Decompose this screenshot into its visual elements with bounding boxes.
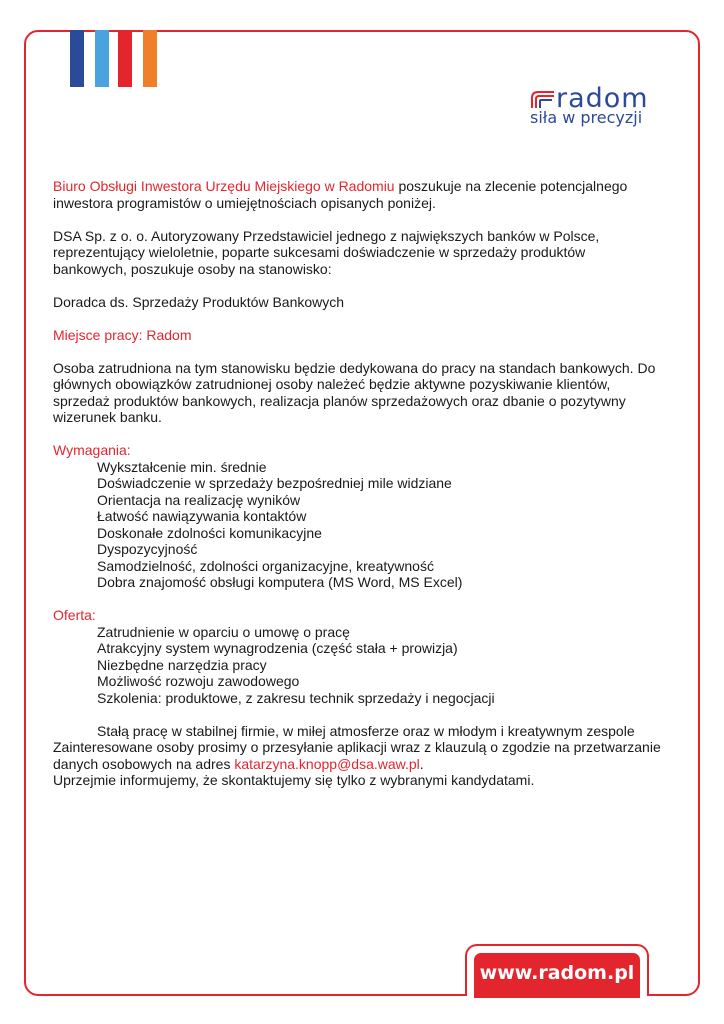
bullet-icon [53, 475, 97, 492]
list-item [53, 624, 663, 641]
logo-name: radom [556, 83, 649, 114]
list-item-text: Doświadczenie w sprzedaży bezpośredniej mile widziane [97, 475, 452, 491]
list-item [53, 673, 663, 690]
list-item-text: Doskonałe zdolności komunikacyjne [97, 524, 322, 541]
bullet-icon [53, 459, 97, 476]
bullet-icon [53, 574, 97, 591]
list-item [53, 558, 663, 575]
list-item [53, 492, 663, 509]
bullet-icon [53, 723, 97, 740]
website-badge [465, 944, 649, 996]
intro-rest: poszukuje na zlecenie potencjalnego inwestora programistów o umiejętnościach opisanych poniżej. [53, 178, 628, 211]
bullet-icon [53, 657, 97, 674]
list-item-text: Zatrudnienie w oparciu o umowę o pracę [97, 623, 350, 640]
intro-paragraph [53, 178, 663, 211]
bullet-icon [53, 640, 97, 657]
list-item [53, 459, 663, 476]
list-item [53, 657, 663, 674]
list-item-text: Możliwość rozwoju zawodowego [97, 673, 300, 689]
bullet-icon [53, 525, 97, 542]
list-item-text: Niezbędne narzędzia pracy [97, 656, 267, 673]
stripe-light-blue [95, 30, 109, 87]
list-item [53, 640, 663, 657]
radom-logo [528, 83, 652, 132]
list-item [53, 508, 663, 525]
list-item [53, 574, 663, 591]
stripe-red [118, 30, 132, 87]
list-item-text: Łatwość nawiązywania kontaktów [97, 508, 307, 524]
requirements-list [53, 459, 663, 591]
bullet-icon [53, 673, 97, 690]
website-link[interactable]: www.radom.pl [474, 953, 640, 998]
logo-tagline: siła w precyzji [530, 108, 643, 127]
requirements-title: Wymagania: [53, 442, 131, 458]
list-item-text: Samodzielność, zdolności organizacyjne, kreatywność [97, 557, 434, 574]
list-item [53, 525, 663, 542]
workplace: Miejsce pracy: Radom [53, 326, 192, 343]
list-item [53, 723, 663, 740]
application-text-before: Zainteresowane osoby prosimy o przesyłanie aplikacji wraz z klauzulą o zgodzie na przetwarzanie danych osobowych na adres [53, 739, 661, 772]
bullet-icon [53, 492, 97, 509]
bullet-icon [53, 508, 97, 525]
offer-title: Oferta: [53, 607, 96, 623]
application-info [53, 739, 663, 789]
application-text [53, 739, 663, 772]
bullet-icon [53, 558, 97, 575]
bullet-icon [53, 541, 97, 558]
document-body [53, 178, 663, 789]
contact-email-link[interactable]: katarzyna.knopp@dsa.waw.pl [234, 755, 420, 772]
application-text-after: . [419, 755, 424, 772]
list-item [53, 541, 663, 558]
radom-logo-icon [530, 90, 556, 108]
company-paragraph: DSA Sp. z o. o. Autoryzowany Przedstawiciel jednego z największych banków w Polsce, reprezentujący wieloletnie, poparte sukcesami doświadczenie w sprzedaży produktów bankowych, poszukuje osoby na stanowisko: [53, 227, 600, 277]
list-item [53, 690, 663, 707]
bullet-icon [53, 690, 97, 707]
stripe-dark-blue [70, 30, 84, 87]
position-title: Doradca ds. Sprzedaży Produktów Bankowych [53, 293, 345, 310]
job-description: Osoba zatrudniona na tym stanowisku będzie dedykowana do pracy na standach bankowych. Do głównych obowiązków zatrudnionej osoby należeć będzie aktywne pozyskiwanie klientów, sprzedaż produktów bankowych, realizacja planów sprzedażowych oraz dbanie o pozytywny wizerunek banku. [53, 359, 656, 425]
list-item [53, 475, 663, 492]
bullet-icon [53, 624, 97, 641]
list-item-text: Dyspozycyjność [97, 541, 198, 557]
list-item-text: Szkolenia: produktowe, z zakresu technik sprzedaży i negocjacji [97, 689, 495, 706]
offer-extra-item: Stałą pracę w stabilnej firmie, w miłej atmosferze oraz w młodym i kreatywnym zespole [97, 722, 635, 739]
list-item-text: Dobra znajomość obsługi komputera (MS Word, MS Excel) [97, 574, 463, 590]
stripe-orange [143, 30, 157, 87]
list-item-text: Wykształcenie min. średnie [97, 458, 267, 475]
offer-list [53, 624, 663, 707]
intro-highlight: Biuro Obsługi Inwestora Urzędu Miejskiego w Radomiu [53, 178, 395, 194]
closing-note: Uprzejmie informujemy, że skontaktujemy się tylko z wybranymi kandydatami. [53, 772, 535, 788]
list-item-text: Orientacja na realizację wyników [97, 491, 301, 508]
list-item-text: Atrakcyjny system wynagrodzenia (część stała + prowizja) [97, 640, 458, 656]
